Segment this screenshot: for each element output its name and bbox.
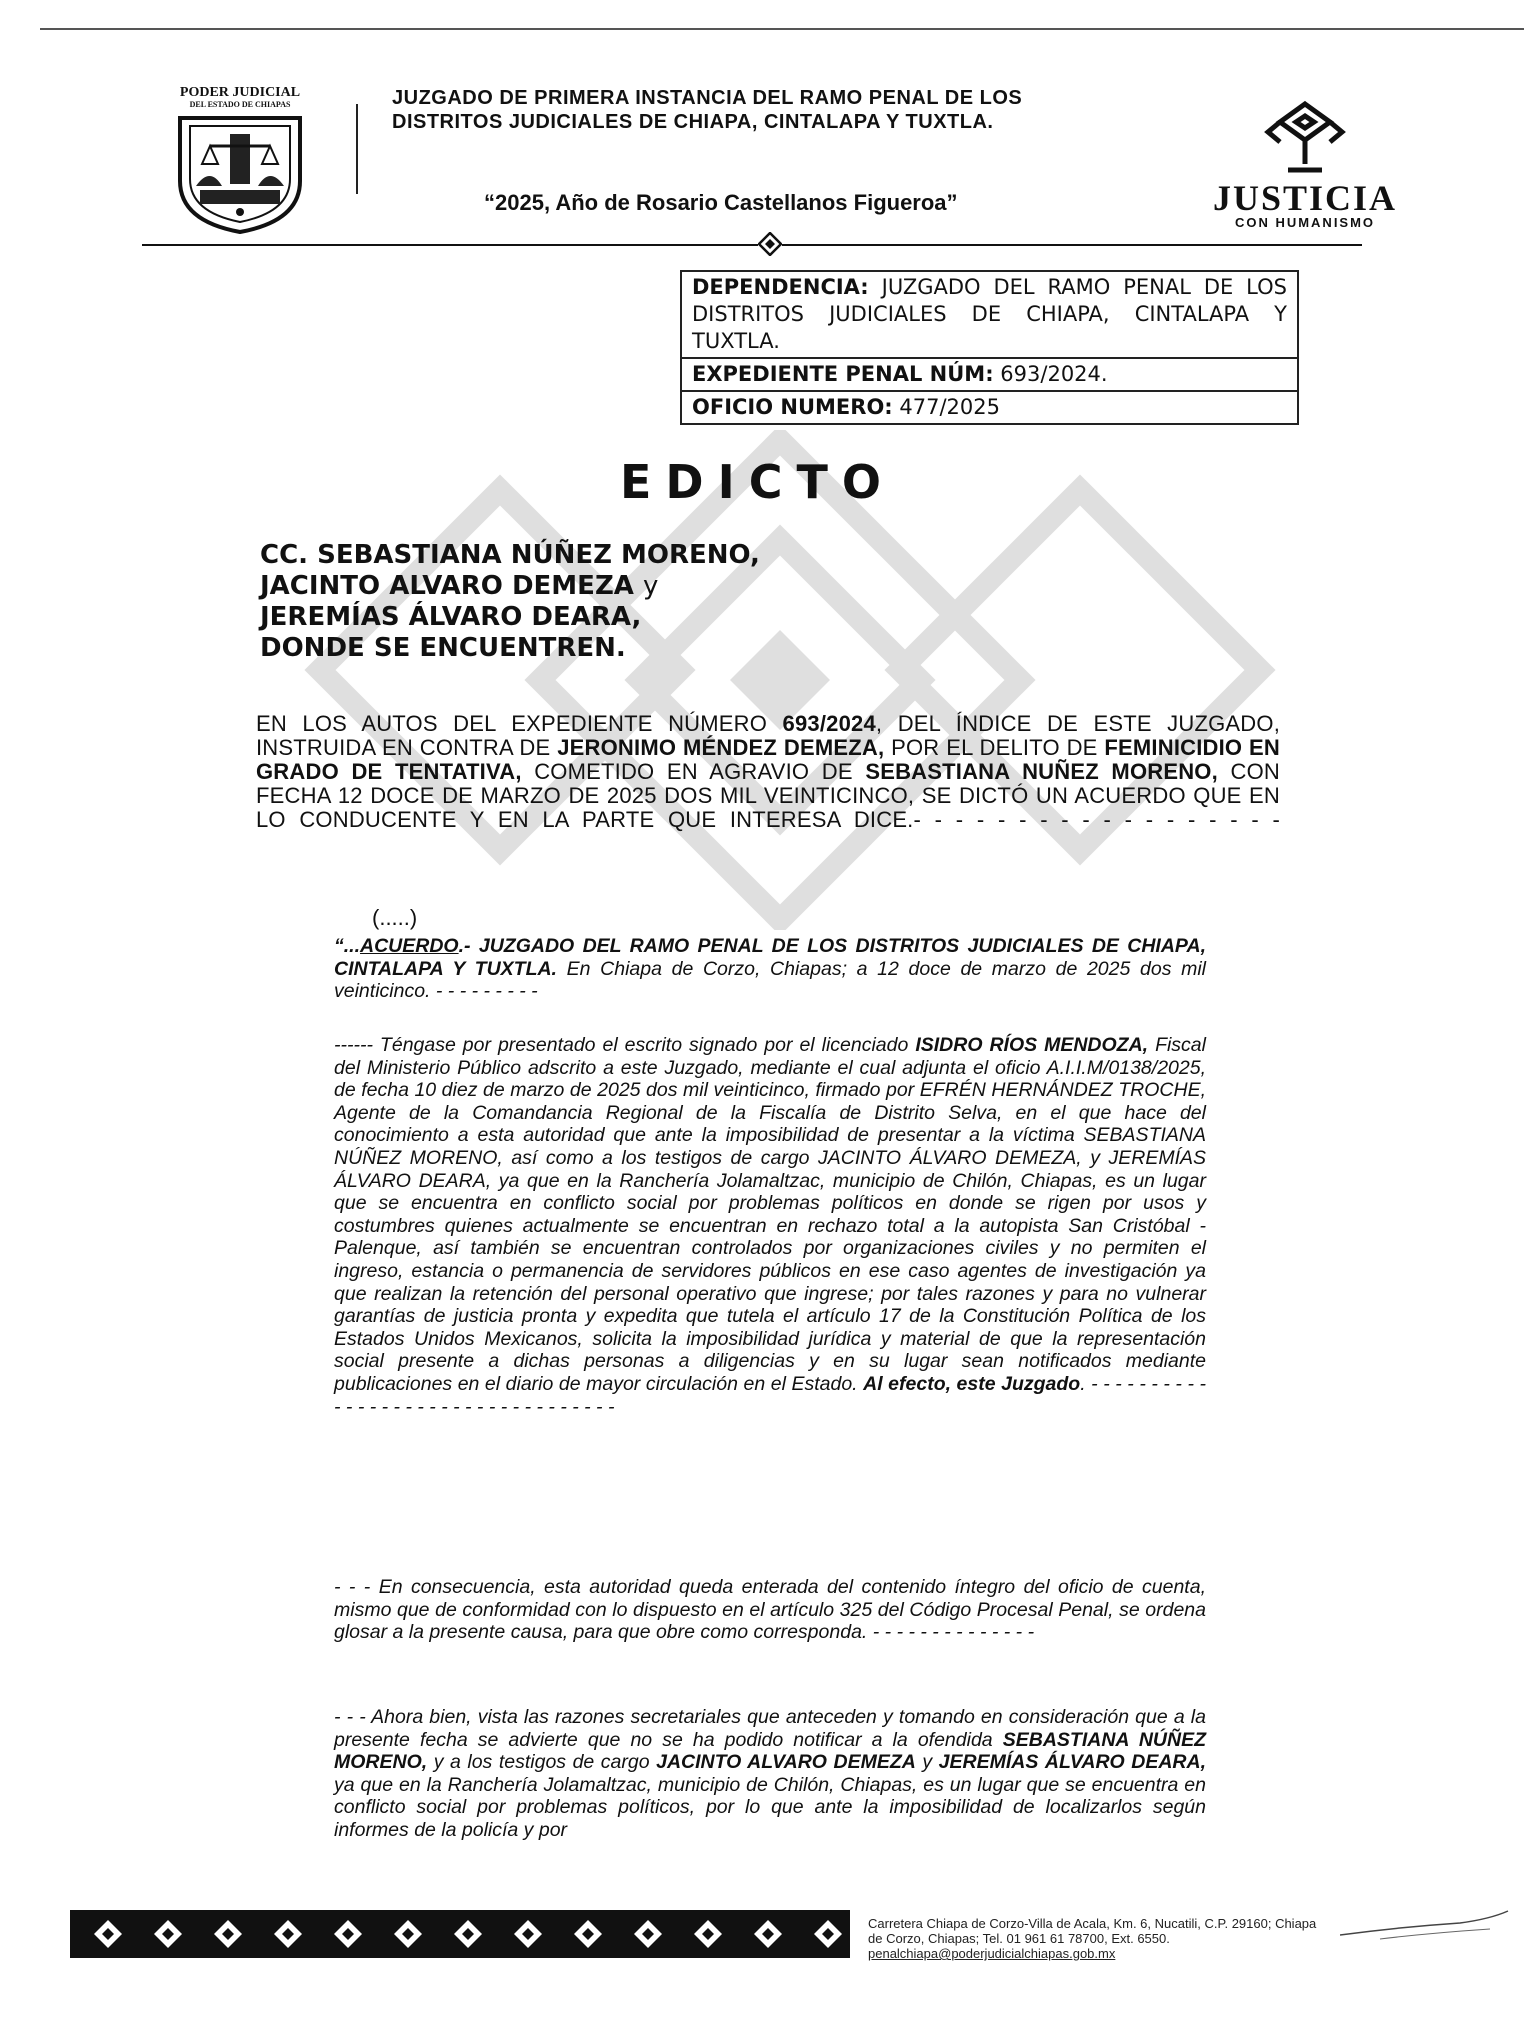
para4-text-3: y [915, 1751, 939, 1774]
emblem-caption-sub: DEL ESTADO DE CHIAPAS [189, 100, 291, 109]
para4-victim: SEBASTIANA NÚÑEZ MORENO, [334, 1728, 1206, 1774]
header-rule [142, 244, 1362, 246]
acuerdo-heading [334, 935, 1206, 1003]
oficio-row [682, 392, 1297, 423]
acuerdo-paragraph-3 [334, 1576, 1206, 1644]
para2-efecto: Al efecto, este Juzgado [863, 1372, 1081, 1395]
intro-crime: FEMINICIDIO EN GRADO DE TENTATIVA, [256, 735, 1281, 784]
dependencia-label: DEPENDENCIA: [692, 275, 869, 299]
intro-text-3: POR EL DELITO DE [884, 735, 1105, 760]
oficio-label: OFICIO NUMERO: [692, 395, 893, 419]
para4-witness-1: JACINTO ALVARO DEMEZA [656, 1751, 916, 1774]
para2-text-3: . - - - - - - - - - - - - - - - - - - - - - - - - - - - - - - - - - - [334, 1372, 1206, 1418]
intro-text-2: , DEL ÍNDICE DE ESTE JUZGADO, INSTRUIDA EN CONTRA DE [256, 711, 1281, 760]
para2-text-1: ------ Téngase por presentado el escrito signado por el licenciado [334, 1034, 916, 1056]
footer-address-line1: Carretera Chiapa de Corzo-Villa de Acala, Km. 6, Nucatili, C.P. 29160; Chiapa [868, 1916, 1317, 1931]
acuerdo-label: ACUERDO [360, 935, 459, 957]
footer-diamond-band [70, 1910, 850, 1958]
intro-victim: SEBASTIANA NUÑEZ MORENO, [865, 759, 1218, 784]
emblem-caption-main: PODER JUDICIAL [179, 85, 301, 100]
court-title-line1: JUZGADO DE PRIMERA INSTANCIA DEL RAMO PENAL DE LOS [392, 87, 1023, 109]
intro-paragraph [256, 712, 1280, 832]
para2-prosecutor: ISIDRO RÍOS MENDOZA, [915, 1034, 1149, 1056]
intro-text-4: COMETIDO EN AGRAVIO DE [521, 759, 866, 784]
addressee-line4: DONDE SE ENCUENTREN. [260, 633, 626, 663]
justicia-title: JUSTICIA [1212, 178, 1398, 218]
para4-text-1: - - - Ahora bien, vista las razones secretariales que anteceden y tomando en consideración que a la presente fecha se advierte que no se ha podido notificar a la ofendida [334, 1706, 1206, 1751]
edicto-title: EDICTO [620, 455, 895, 509]
acuerdo-court: .- JUZGADO DEL RAMO PENAL DE LOS DISTRITOS JUDICIALES DE CHIAPA, CINTALAPA Y TUXTLA. [334, 935, 1206, 980]
addressee-line2 [260, 571, 880, 602]
acuerdo-date: En Chiapa de Corzo, Chiapas; a 12 doce de marzo de 2025 dos mil veinticinco. - - - - - - - - - [334, 957, 1207, 1003]
addressee-line2-conj: y [642, 571, 659, 601]
poder-judicial-shield-icon [160, 86, 320, 236]
para3-text-1: - - - En consecuencia, esta autoridad queda enterada del contenido íntegro del oficio de cuenta, mismo que de conformidad con lo dispuesto en el artículo 325 del Código Procesal Penal, se ordena glosar a la presente causa, para que obre como corresponda. - - - - - - - - - - - - - - [334, 1576, 1206, 1644]
para2-text-2: Fiscal del Ministerio Público adscrito a este Juzgado, mediante el cual adjunta el oficio A.I.I.M/0138/2025, de fecha 10 diez de marzo de 2025 dos mil veinticinco, firmado por EFRÉN HERNÁNDEZ TROCHE, Agente de la Comandancia Regional de la Fiscalía de Distrito Selva, en el que hace del conocimiento a esta autoridad que ante la imposibilidad de presentar a la víctima SEBASTIANA NÚÑEZ MORENO, así como a los testigos de cargo JACINTO ÁLVARO DEMEZA, y JEREMÍAS ÁLVARO DEARA, ya que en la Ranchería Jolamaltzac, municipio de Chilón, Chiapas, es un lugar que se encuentra en conflicto social por problemas políticos en donde se rigen por usos y costumbres quienes actualmente se encuentran en rechazo total a la autopista San Cristóbal - Palenque, así también se encuentran controlados por organizaciones civiles y no permiten el ingreso, estancia o permanencia de servidores públicos en ese caso agentes de investigación ya que realizan la retención del personal operativo que ingrese; por tales razones y para no vulnerar garantías de justicia pronta y expedita que tutela el artículo 17 de la Constitución Política de los Estados Unidos Mexicanos, solicita la imposibilidad jurídica y material de que la representación social presente a dichas personas a diligencias y en su lugar sean notificados mediante publicaciones en el diario de mayor circulación en el Estado. [334, 1034, 1206, 1395]
header-divider [356, 104, 358, 194]
reference-box [680, 270, 1299, 425]
addressees [260, 540, 880, 664]
court-title [392, 86, 1182, 134]
addressee-line1: CC. SEBASTIANA NÚÑEZ MORENO, [260, 540, 760, 570]
dependencia-value: JUZGADO DEL RAMO PENAL DE LOS DISTRITOS JUDICIALES DE CHIAPA, CINTALAPA Y TUXTLA. [692, 275, 1287, 353]
intro-case-number: 693/2024 [782, 711, 876, 736]
footer-email-link[interactable]: penalchiapa@poderjudicialchiapas.gob.mx [868, 1946, 1116, 1961]
footer-contact [868, 1916, 1408, 1961]
acuerdo-prefix: “... [334, 935, 361, 957]
para4-text-2: y a los testigos de cargo [427, 1751, 657, 1774]
expediente-label: EXPEDIENTE PENAL NÚM: [692, 362, 994, 386]
footer-address-line2: de Corzo, Chiapas; Tel. 01 961 61 78700, Ext. 6550. [868, 1931, 1170, 1946]
acuerdo-paragraph-2 [334, 1034, 1206, 1418]
handwritten-mark [1340, 1905, 1510, 1945]
intro-text-5: CON FECHA 12 DOCE DE MARZO DE 2025 DOS MIL VEINTICINCO, SE DICTÓ UN ACUERDO QUE EN LO CONDUCENTE Y EN LA PARTE QUE INTERESA DICE.- - - - - - - - - - - - - - - - - - [256, 759, 1280, 832]
omission-marker: (.....) [372, 905, 418, 930]
addressee-line3: JEREMÍAS ÁLVARO DEARA, [260, 602, 642, 632]
acuerdo-paragraph-4 [334, 1706, 1206, 1842]
justicia-humanismo-logo-icon [1250, 100, 1360, 180]
justicia-subtitle: CON HUMANISMO [1234, 215, 1376, 230]
scan-top-edge [40, 28, 1524, 30]
para4-text-4: ya que en la Ranchería Jolamaltzac, municipio de Chilón, Chiapas, es un lugar que se encuentra en conflicto social por problemas políticos, por lo que ante la imposibilidad de localizarlos según informes de la policía y por [334, 1773, 1206, 1841]
addressee-line2-name: JACINTO ALVARO DEMEZA [260, 571, 634, 601]
intro-defendant: JERONIMO MÉNDEZ DEMEZA, [557, 735, 885, 760]
expediente-value: 693/2024. [1000, 362, 1108, 386]
diamond-ornament-icon [758, 232, 782, 256]
oficio-value: 477/2025 [899, 395, 1000, 419]
intro-text-1: EN LOS AUTOS DEL EXPEDIENTE NÚMERO [256, 711, 783, 736]
dependencia-row [682, 272, 1297, 359]
year-motto: “2025, Año de Rosario Castellanos Figueroa” [484, 190, 958, 215]
para4-witness-2: JEREMÍAS ÁLVARO DEARA, [938, 1751, 1206, 1774]
expediente-row [682, 359, 1297, 392]
court-title-line2: DISTRITOS JUDICIALES DE CHIAPA, CINTALAPA Y TUXTLA. [392, 111, 994, 133]
